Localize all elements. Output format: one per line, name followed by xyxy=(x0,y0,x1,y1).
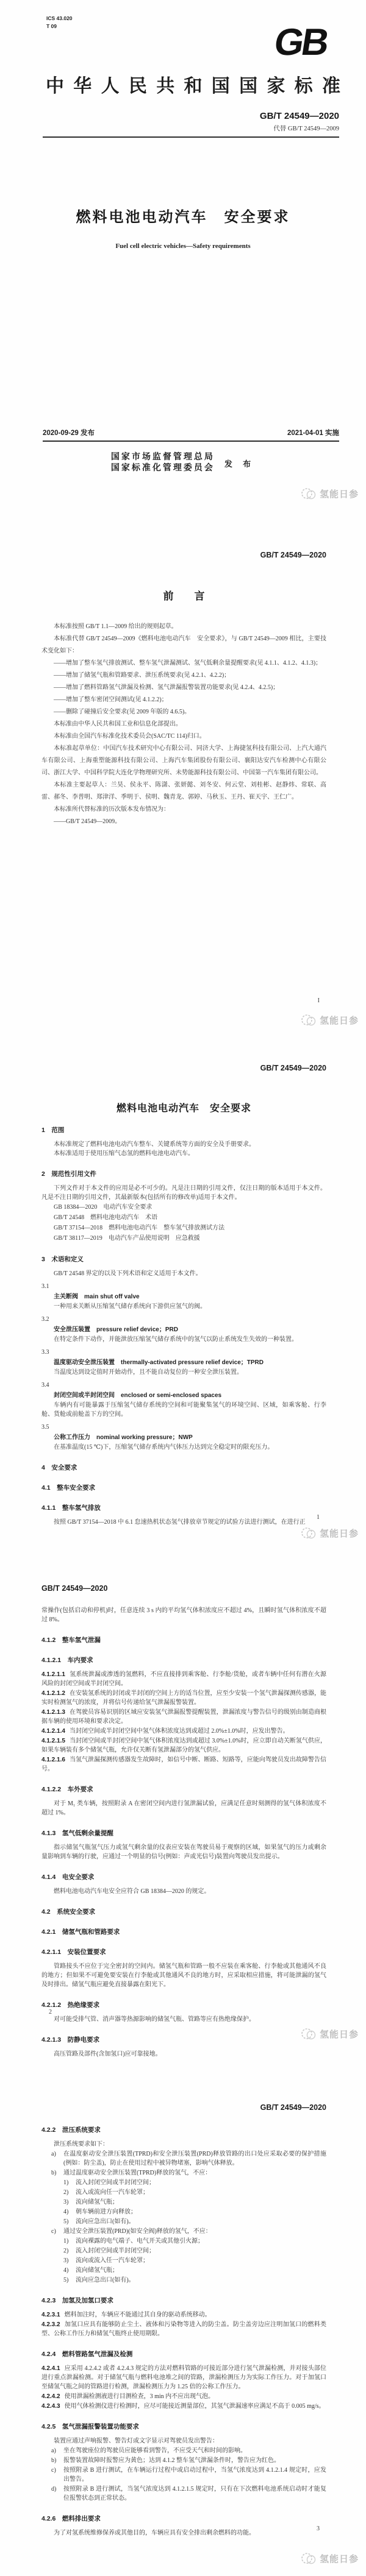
issuer-1: 国家市场监督管理总局 xyxy=(110,453,215,462)
list-text: 通过安全泄压装置(PRD)(如安全阀)释放的氢气，不应： xyxy=(63,2228,212,2235)
term-number: 3.5 xyxy=(41,1424,49,1431)
reference-item: GB 18384—2020 电动汽车安全要求 xyxy=(54,1204,152,1211)
section-heading: 2 规范性引用文件 xyxy=(41,1170,96,1178)
clause-number: 4.1.2.1.3 xyxy=(41,1709,65,1716)
paragraph: ——增加了燃料管路氢气泄漏及检测、氢气泄漏报警装置功能要求(见 4.2.4、4.2.5)； xyxy=(54,684,279,691)
svg-text:GB: GB xyxy=(271,21,330,62)
list-item xyxy=(41,2150,326,2168)
list-subitem xyxy=(41,2217,326,2226)
watermark xyxy=(301,2551,359,2566)
national-standard-name: 中 华 人 民 共 和 国 国 家 标 准 xyxy=(46,76,340,96)
list-item xyxy=(41,2485,326,2503)
page-2 xyxy=(0,506,366,1030)
term-title: 公称工作压力 nominal working pressure；NWP xyxy=(54,1434,193,1441)
cover-rule-top xyxy=(43,136,339,138)
paragraph: ——GB/T 24549—2009。 xyxy=(54,818,121,825)
issue-date: 2020-09-29 发布 xyxy=(43,430,95,437)
list-text: 通过温度驱动安全泄压装置(TPRD)释放的氢气，不应： xyxy=(63,2170,212,2176)
document-title: 燃料电池电动汽车 安全要求 xyxy=(116,1103,251,1114)
term-number: 3.1 xyxy=(41,1283,49,1290)
paragraph: 泄压系统要求如下： xyxy=(54,2141,109,2148)
section-heading: 4.1.3 氢气低剩余量提醒 xyxy=(41,1830,113,1837)
list-text: 流入或流向任一汽车轮罩； xyxy=(76,2189,149,2196)
replaces-note: 代替 GB/T 24549—2009 xyxy=(273,126,339,132)
clause-number: 4.1.2.1.5 xyxy=(41,1738,65,1744)
list-text: 流向应急出口(如有)。 xyxy=(76,2218,135,2225)
standard-number: GB/T 24549—2020 xyxy=(259,111,339,121)
gb-standard-logo xyxy=(271,21,332,65)
paragraph: 本标准规定了燃料电池电动汽车整车、关键系统等方面的安全及手册要求。 xyxy=(54,1141,255,1148)
watermark-label: 氢能日参 xyxy=(319,2553,359,2564)
ics-classification xyxy=(46,15,73,30)
list-marker: a) xyxy=(51,2447,56,2454)
list-subitem xyxy=(41,2256,326,2265)
paragraph: 装置应通过声响报警、警告灯或文字显示对驾驶员发出警告： xyxy=(54,2438,218,2444)
page-5 xyxy=(0,2090,366,2576)
list-text: 按照附录 B 进行测试，在车辆运行过程中或启动过程中，当氢气浓度达到 4.1.2.1.4 规定时，应发出警告。 xyxy=(63,2467,326,2483)
watermark-logo-icon xyxy=(301,1013,317,1027)
clause-number: 4.2.4.2 xyxy=(41,2393,60,2400)
watermark-logo-icon xyxy=(301,2551,317,2566)
list-text: 朝车辆前进方向释放； xyxy=(76,2209,137,2215)
section-heading: 4.1.1 整车氢气排放 xyxy=(41,1504,101,1512)
clause-paragraph: 4.1.2.1.3 在驾驶员容易识别的区域应安装氢气泄漏报警提醒装置，泄漏浓度与警告信号的级别由制造商根据车辆的使用环境和要求决定。 xyxy=(41,1709,326,1725)
standard-title-cn: 燃料电池电动汽车 安全要求 xyxy=(76,209,290,225)
page-3 xyxy=(0,1030,366,1560)
page-header-standard-number: GB/T 24549—2020 xyxy=(260,2103,326,2112)
list-marker: a) xyxy=(51,2151,56,2157)
clause-number: 4.2.3.2 xyxy=(41,2321,60,2328)
clause-number: 4.2.4.3 xyxy=(41,2403,60,2410)
issuer-2: 国家标准化管理委员会 xyxy=(110,464,215,473)
list-subitem xyxy=(41,2266,326,2275)
clause-paragraph: 4.1.2.1.5 当封闭空间或半封闭空间中氢气体积浓度达到或超过 3.0%±1.0%时，应立即自动关断氢气供应，如果车辆装有多个储氢气瓶，允许仅关断有氢泄漏部分的氢气供应。 xyxy=(41,1738,326,1753)
page-number: 2 xyxy=(49,2009,52,2015)
term-title: 封闭空间或半封闭空间 enclosed or semi-enclosed spaces xyxy=(54,1392,222,1399)
list-text: 在温度驱动安全泄压装置(TPRD)和安全泄压装置(PRD)释放管路的出口处应采取必要的保护措施(例如：防尘盖)，防止在使用过程中被异物堵塞，影响气体释放。 xyxy=(63,2151,326,2167)
list-marker: 2) xyxy=(63,2248,69,2254)
list-text: 流向储氢气瓶； xyxy=(76,2267,118,2274)
page-header-standard-number: GB/T 24549—2020 xyxy=(41,1584,108,1593)
paragraph: 按照 GB/T 37154—2018 中 6.1 怠速热机状态氢气排放章节规定的试验方法进行测试，在进行正 xyxy=(54,1519,306,1526)
date-row xyxy=(43,428,339,437)
term-number: 3.4 xyxy=(41,1382,49,1389)
clause-paragraph: 4.2.3.2 加氢口应具有能够防止尘土、液体和污染物等进入的防尘盖。防尘盖旁边应注明加氢口的燃料类型、公称工作压力和储氢气瓶终止使用期限。 xyxy=(41,2321,326,2337)
clause-paragraph: 4.1.2.1.6 当氢气泄漏探测传感器发生故障时，如信号中断、断路、短路等，应能向驾驶员发出故障警告信号。 xyxy=(41,1757,326,1772)
clause-paragraph: 4.2.4.2 使用泄漏检测液进行目测检查，3 min 内不应出现气泡。 xyxy=(41,2393,215,2400)
clause-number: 4.1.2.1.1 xyxy=(41,1671,65,1678)
list-text: 流向裸露的电气端子、电气开关或其他引火源； xyxy=(76,2238,204,2245)
paragraph: ——删除了碰撞后安全要求(见 2009 年版的 4.6.5)。 xyxy=(54,709,191,715)
ics-number: ICS 43.020 xyxy=(46,15,73,21)
gb-logo-icon xyxy=(271,21,332,62)
paragraph: 本标准适用于使用压缩气态氢的燃料电池电动汽车。 xyxy=(54,1150,194,1157)
term-title: 安全泄压装置 pressure relief device；PRD xyxy=(54,1326,178,1333)
reference-item: GB/T 37154—2018 燃料电池电动汽车 整车氢气排放测试方法 xyxy=(54,1225,225,1231)
page-number: 3 xyxy=(317,2525,320,2532)
list-text: 流向或流入任一汽车轮罩； xyxy=(76,2257,149,2264)
paragraph: ——增加了整车氢气排放测试、整车氢气泄漏测试、氢气低剩余量提醒要求(见 4.1.1、4.1.2、4.1.3)； xyxy=(54,660,322,667)
issued-by-label: 发 布 xyxy=(224,459,256,469)
watermark-logo-icon xyxy=(301,2026,317,2041)
list-subitem xyxy=(41,2207,326,2217)
paragraph: 本标准起草单位：中国汽车技术研究中心有限公司、同济大学、上海捷氢科技有限公司、上汽大通汽车有限公司、上海重塑能源科技有限公司、上海汽车集团股份有限公司、襄阳达安汽车检测中心有限公司、浙江大学、中国科学院大连化学物理研究所、未势能源科技有限公司、中国第一汽车集团有限公司。 xyxy=(41,745,326,776)
list-item xyxy=(41,2227,326,2236)
list-subitem xyxy=(41,2178,326,2187)
section-heading: 3 术语和定义 xyxy=(41,1256,84,1263)
list-marker: 2) xyxy=(63,2189,69,2196)
paragraph: 在特定条件下动作，并能泄放压缩氢气储存系统中的氢气以防止系统发生失效的一种装置。 xyxy=(54,1336,298,1343)
watermark xyxy=(301,1013,359,1027)
watermark xyxy=(301,1526,359,1540)
section-heading: 4.2.1 储氢气瓶和管路要求 xyxy=(41,1928,120,1936)
list-marker: c) xyxy=(51,2228,56,2235)
watermark-logo-icon xyxy=(301,1526,317,1540)
list-marker: 3) xyxy=(63,2199,69,2206)
list-marker: 3) xyxy=(63,2257,69,2264)
section-heading: 1 范围 xyxy=(41,1127,65,1134)
section-heading: 4.2.6 燃料排出要求 xyxy=(41,2515,101,2522)
list-marker: 5) xyxy=(63,2218,69,2225)
paragraph: 本标准由中华人民共和国工业和信息化部提出。 xyxy=(54,721,182,727)
paragraph: 本标准按照 GB/T 1.1—2009 给出的规则起草。 xyxy=(54,623,178,630)
cover-page xyxy=(0,0,366,506)
list-marker: 1) xyxy=(63,2238,69,2245)
section-heading: 4.2 系统安全要求 xyxy=(41,1908,96,1916)
section-heading: 4.1.2.1 车内要求 xyxy=(41,1657,93,1664)
list-text: 按照附录 B 进行测试，当氢气浓度达到 4.1.2.1.5 规定时，只有在下次燃料电池系统启动时才能复位报警状态到正常状态。 xyxy=(63,2486,326,2502)
page-number: 1 xyxy=(317,1514,320,1521)
clause-number: 4.1.2.1.6 xyxy=(41,1757,65,1763)
paragraph: 为了对氢系统维修保养或其他目的，车辆应具有安全排出剩余燃料的功能。 xyxy=(54,2530,255,2536)
standard-title-en: Fuel cell electric vehicles—Safety requirements xyxy=(115,242,251,250)
paragraph: 当温度达到设定值时开始动作，且不能自动复位的一种安全泄压装置。 xyxy=(54,1369,243,1376)
paragraph: 本标准所代替标准的历次版本发布情况为： xyxy=(54,806,170,813)
paragraph: 车辆内有可能暴露于压缩氢气储存系统的空间和可能聚集氢气的环境空间、区域，如乘客舱、行李舱、货舱或前舱盖下方的空间。 xyxy=(41,1402,326,1418)
issuing-authorities xyxy=(0,452,366,474)
list-marker: 1) xyxy=(63,2179,69,2186)
term-title: 主关断阀 main shut off valve xyxy=(54,1293,140,1300)
paragraph: ——增加了整车密闭空间测试(见 4.1.2.2)； xyxy=(54,696,168,703)
list-subitem xyxy=(41,2276,326,2285)
paragraph: 燃料电池电动汽车电安全应符合 GB 18384—2020 的规定。 xyxy=(54,1888,210,1895)
list-item xyxy=(41,2168,326,2178)
clause-paragraph: 4.1.2.1.4 当封闭空间或半封闭空间中氢气体积浓度达到或超过 2.0%±1.0%时，应发出警告。 xyxy=(41,1728,289,1735)
clause-paragraph: 4.1.2.1.2 在安装氢系统的封闭或半封闭的空间上方的适当位置，应至少安装一个氢气泄漏探测传感器，能实时检测氢气的浓度，并将信号传递给氢气泄漏报警装置。 xyxy=(41,1690,326,1706)
clause-number: 4.1.2.1.2 xyxy=(41,1690,65,1697)
clause-paragraph: 4.2.4.3 使用气体检测仪进行检测时，应尽可能接近测量部位，其氢气泄漏速率应满足不高于 0.005 mg/s。 xyxy=(41,2403,325,2410)
content-pages xyxy=(0,506,366,2576)
clause-number: 4.1.2.1.4 xyxy=(41,1728,65,1735)
list-subitem xyxy=(41,2188,326,2197)
watermark xyxy=(301,486,359,501)
list-marker: c) xyxy=(51,2467,56,2474)
section-heading: 4.2.2 泄压系统要求 xyxy=(41,2126,101,2134)
section-heading: 4.2.5 氢气泄漏报警装置功能要求 xyxy=(41,2423,139,2430)
term-title: 温度驱动安全泄压装置 thermally-activated pressure relief device；TPRD xyxy=(54,1359,264,1366)
section-heading: 4.1.2.2 车外要求 xyxy=(41,1786,93,1793)
watermark-logo-icon xyxy=(301,486,317,501)
paragraph: 在基准温度(15 ℃)下，压缩氢气储存系统内气体压力达到完全稳定时的限充压力。 xyxy=(54,1444,274,1451)
paragraph-continuation: 常操作(包括启动和停机)时，任意连续 3 s 内的平均氢气体积浓度应不超过 4%，且瞬时氢气体积浓度不超过 8%。 xyxy=(41,1607,326,1623)
list-marker: b) xyxy=(51,2457,57,2464)
reference-item: GB/T 24548 燃料电池电动汽车 术语 xyxy=(54,1214,158,1221)
paragraph: 管路接头不应位于完全密封的空间内。储氢气瓶和管路一般不应装在乘客舱、行李舱或其他通风不良的地方；但如果不可避免要安装在行李舱或其他通风不良的地方时，应采取相应措施，将可能泄漏的氢气及时排出。储氢气瓶应避免直接暴露在阳光下。 xyxy=(41,1963,326,1988)
implementation-date: 2021-04-01 实施 xyxy=(287,430,339,437)
clause-paragraph: 4.2.4.1 应采用 4.2.4.2 或者 4.2.4.3 规定的方法对燃料管路的可接近部分进行氢气泄漏检测，并对接头部位进行重点泄漏检测。对于储氢气瓶与燃料电池堆之间的管路，泄漏检测压力为实际工作压力。对于加氢口至储氢气瓶之间的管路进行检测，泄漏检测压力为 1.25 倍的公称工作压力。 xyxy=(41,2365,326,2390)
list-subitem xyxy=(41,2246,326,2256)
reference-item: GB/T 38117—2019 电动汽车产品使用说明 应急救援 xyxy=(54,1235,200,1242)
paragraph: 指示储氢气瓶氢气压力或氢气剩余量的仪表应安装在驾驶员易于观察的区域，如果氢气的压力或剩余量影响到车辆的行驶，应通过一个明显的信号(例如：声或光信号)装置向驾驶员发出提示。 xyxy=(41,1844,326,1860)
list-subitem xyxy=(41,2237,326,2246)
list-text: 流向应急出口(如有)。 xyxy=(76,2277,135,2284)
list-marker: b) xyxy=(51,2170,57,2176)
list-item xyxy=(41,2456,326,2465)
cover-rule-bottom xyxy=(43,441,339,442)
list-marker: 4) xyxy=(63,2209,69,2215)
term-number: 3.2 xyxy=(41,1316,49,1323)
paragraph: 一种用来关断从压缩氢气储存系统向下游供应氢气的阀。 xyxy=(54,1303,206,1310)
section-heading: 4.1.2 整车氢气泄漏 xyxy=(41,1637,101,1644)
paragraph: 高压管路及部件(含加氢口)应可靠接地。 xyxy=(54,2051,162,2058)
page-4 xyxy=(0,1560,366,2090)
section-heading: 4.2.1.2 热绝缘要求 xyxy=(41,2001,100,2009)
list-item xyxy=(41,2446,326,2455)
section-heading: 4.1 整车安全要求 xyxy=(41,1484,96,1491)
section-heading: 4.2.1.1 安装位置要求 xyxy=(41,1948,106,1956)
section-heading: 4.2.1.3 防静电要求 xyxy=(41,2036,100,2043)
watermark-label: 氢能日参 xyxy=(319,489,359,500)
clause-paragraph: 4.1.2.1.1 氢系统泄漏或渗透的氢燃料，不应直接排到乘客舱、行李舱/货舱，或者车辆中任何有潜在火源风险的封闭空间或半封闭空间。 xyxy=(41,1671,326,1687)
list-marker: 5) xyxy=(63,2277,69,2284)
watermark-label: 氢能日参 xyxy=(319,1015,359,1026)
list-marker: d) xyxy=(51,2486,57,2493)
paragraph: 本标准主要起草人：兰昊、侯永平、陈潇、张妍懿、刘冬安、何云堂、刘桂彬、赵静炜、常联、高雷、郝冬、李普明、郑津洋、季明于、侯明、魏青龙、郭婷、马秋玉、王丹、崔天宇、王仁广。 xyxy=(41,782,326,801)
watermark xyxy=(301,2026,359,2041)
page-header-standard-number: GB/T 24549—2020 xyxy=(260,1064,326,1072)
paragraph: ——增加了储氢气瓶和管路要求、泄压系统要求(见 4.2.1、4.2.2)； xyxy=(54,672,231,679)
paragraph: 对可能受排气管、消声器等热源影响的储氢气瓶、管路等应有热绝缘保护。 xyxy=(54,2016,255,2023)
paragraph: 本标准代替 GB/T 24549—2009《燃料电池电动汽车 安全要求》，与 GB/T 24549—2009 相比，主要技术变化如下： xyxy=(41,635,326,654)
paragraph: 本标准由全国汽车标准化技术委员会(SAC/TC 114)归口。 xyxy=(54,733,206,740)
list-subitem xyxy=(41,2198,326,2207)
list-marker: 4) xyxy=(63,2267,69,2274)
foreword-title: 前 言 xyxy=(163,590,205,602)
clause-number: 4.2.3.1 xyxy=(41,2312,60,2318)
clause-number: 4.2.4.1 xyxy=(41,2365,60,2372)
list-text: 坐在驾驶座位的驾驶员应能够看到警告，不应受天气和时间的影响。 xyxy=(63,2447,246,2454)
list-text: 报警装置故障时报警应为黄色；达到 4.1.2 整车氢气泄漏条件时，警告应为红色。 xyxy=(63,2457,280,2464)
paragraph: 下列文件对于本文件的应用是必不可少的。凡是注日期的引用文件，仅注日期的版本适用于本文件。凡是不注日期的引用文件，其最新版本(包括所有的修改单)适用于本文件。 xyxy=(41,1185,326,1201)
page-number: I xyxy=(317,997,320,1004)
list-text: 流入封闭空间或半封闭空间； xyxy=(76,2179,155,2186)
page-header-standard-number: GB/T 24549—2020 xyxy=(260,551,326,559)
list-item xyxy=(41,2466,326,2484)
term-number: 3.3 xyxy=(41,1349,49,1356)
list-text: 流向储氢气瓶； xyxy=(76,2199,118,2206)
section-heading: 4.2.3 加氢及加氢口要求 xyxy=(41,2297,113,2304)
section-heading: 4.1.4 电安全要求 xyxy=(41,1874,95,1881)
watermark-label: 氢能日参 xyxy=(319,2029,359,2040)
doc-class-code: T 09 xyxy=(46,23,57,29)
section-heading: 4.2.4 燃料管路氢气泄漏及检测 xyxy=(41,2351,133,2358)
list-text: 流入封闭空间或半封闭空间； xyxy=(76,2248,155,2254)
section-heading: 4 安全要求 xyxy=(41,1464,77,1471)
clause-paragraph: 4.2.3.1 燃料加注时，车辆应不能通过其自身的驱动系统移动。 xyxy=(41,2312,211,2318)
paragraph: 对于 M₁ 类车辆，按照附录 A 在密闭空间内进行氢泄漏试验，应满足任意时刻测得的氢气体积浓度不超过 1%。 xyxy=(41,1800,326,1816)
watermark-label: 氢能日参 xyxy=(319,1528,359,1539)
paragraph: GB/T 24548 界定的以及下列术语和定义适用于本文件。 xyxy=(54,1270,202,1277)
